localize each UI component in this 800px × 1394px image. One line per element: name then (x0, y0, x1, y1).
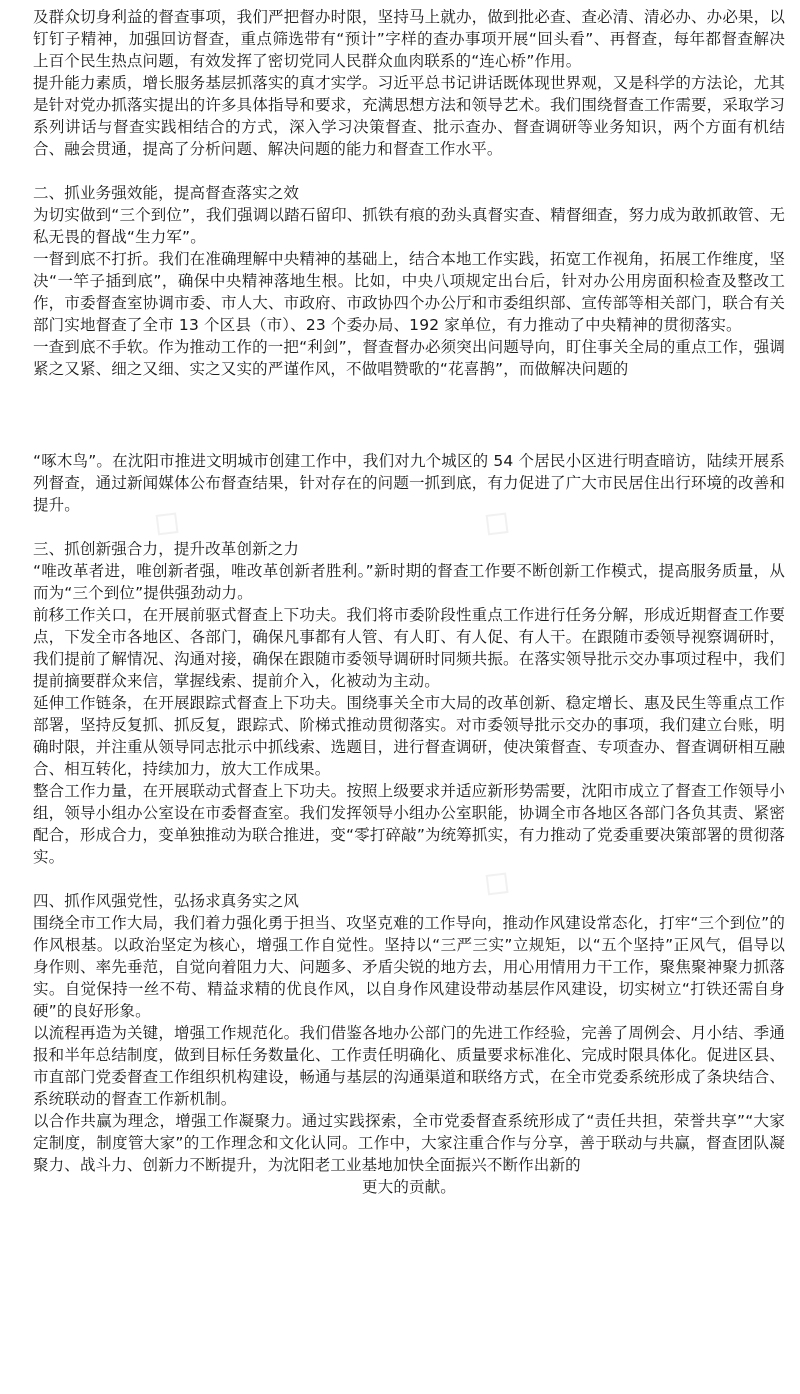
text-block-main (33, 450, 785, 1198)
watermark-icon: ◇ (468, 856, 521, 908)
paragraph: 一督到底不打折。我们在准确理解中央精神的基础上，结合本地工作实践，拓宽工作视角，拓展工作维度，坚决“一竿子插到底”，确保中央精神落地生根。比如，中央八项规定出台后，针对办公用房面积检查及整改工作，市委督查室协调市委、市人大、市政府、市政协四个办公厅和市委组织部、宣传部等相关部门，联合有关部门实地督查了全市 13 个区县（市）、23 个委办局、192 家单位，有力推动了中央精神的贯彻落实。 (33, 250, 785, 334)
paragraph: 围绕全市工作大局，我们着力强化勇于担当、攻坚克难的工作导向，推动作风建设常态化，打牢“三个到位”的作风根基。以政治坚定为核心，增强工作自觉性。坚持以“三严三实”立规矩，以“五个坚持”正风气，倡导以身作则、率先垂范，自觉向着阻力大、问题多、矛盾尖锐的地方去，用心用情用力干工作，聚焦聚神聚力抓落实。自觉保持一丝不苟、精益求精的优良作风，以自身作风建设带动基层作风建设，切实树立“打铁还需自身硬”的良好形象。 (33, 914, 785, 1020)
paragraph: 为切实做到“三个到位”，我们强调以踏石留印、抓铁有痕的劲头真督实查、精督细查，努力成为敢抓敢管、无私无畏的督战“生力军”。 (33, 206, 785, 246)
paragraph: 提升能力素质，增长服务基层抓落实的真才实学。习近平总书记讲话既体现世界观，又是科学的方法论，尤其是针对党办抓落实提出的许多具体指导和要求，充满思想方法和领导艺术。我们围绕督查工作需要，采取学习系列讲话与督查实践相结合的方式，深入学习决策督查、批示查办、督查调研等业务知识，两个方面有机结合、融会贯通，提高了分析问题、解决问题的能力和督查工作水平。 (33, 74, 785, 158)
paragraph: “啄木鸟”。在沈阳市推进文明城市创建工作中，我们对九个城区的 54 个居民小区进行明查暗访，陆续开展系列督查，通过新闻媒体公布督查结果，针对存在的问题一抓到底，有力促进了广大市民居住出行环境的改善和提升。 (33, 452, 785, 514)
paragraph: “唯改革者进，唯创新者强，唯改革创新者胜利。”新时期的督查工作要不断创新工作模式，提高服务质量，从而为“三个到位”提供强劲动力。 (33, 562, 785, 602)
paragraph: 整合工作力量，在开展联动式督查上下功夫。按照上级要求并适应新形势需要，沈阳市成立了督查工作领导小组，领导小组办公室设在市委督查室。我们发挥领导小组办公室职能，协调全市各地区各部门各负其责、紧密配合，形成合力，变单独推动为联合推进，变“零打碎敲”为统筹抓实，有力推动了党委重要决策部署的贯彻落实。 (33, 782, 785, 866)
watermark-icon: ◇ (468, 496, 521, 548)
paragraph: 以流程再造为关键，增强工作规范化。我们借鉴各地办公部门的先进工作经验，完善了周例会、月小结、季通报和半年总结制度，做到目标任务数量化、工作责任明确化、质量要求标准化、完成时限具体化。促进区县、市直部门党委督查工作组织机构建设，畅通与基层的沟通渠道和联络方式，在全市党委系统形成了条块结合、系统联动的督查工作新机制。 (33, 1024, 785, 1108)
section-heading: 二、抓业务强效能，提高督查落实之效 (33, 184, 300, 202)
watermark-icon: ◇ (138, 496, 191, 548)
section-heading: 四、抓作风强党性，弘扬求真务实之风 (33, 892, 300, 910)
paragraph: 以合作共赢为理念，增强工作凝聚力。通过实践探索，全市党委督查系统形成了“责任共担，荣誉共享”“大家定制度，制度管大家”的工作理念和文化认同。工作中，大家注重合作与分享，善于联动与共赢，督查团队凝聚力、战斗力、创新力不断提升，为沈阳老工业基地加快全面振兴不断作出新的 (33, 1112, 785, 1174)
paragraph: 及群众切身利益的督查事项，我们严把督办时限，坚持马上就办，做到批必查、查必清、清必办、办必果，以钉钉子精神，加强回访督查，重点筛选带有“预计”字样的查办事项开展“回头看”、再督查，每年都督查解决上百个民生热点问题，有效发挥了密切党同人民群众血肉联系的“连心桥”作用。 (33, 8, 785, 70)
paragraph: 前移工作关口，在开展前驱式督查上下功夫。我们将市委阶段性重点工作进行任务分解，形成近期督查工作要点，下发全市各地区、各部门，确保凡事都有人管、有人盯、有人促、有人干。在跟随市委领导视察调研时，我们提前了解情况、沟通对接，确保在跟随市委领导调研时同频共振。在落实领导批示交办事项过程中，我们提前摘要群众来信，掌握线索、提前介入，化被动为主动。 (33, 606, 785, 690)
text-block-top (33, 6, 785, 380)
section-heading: 三、抓创新强合力，提升改革创新之力 (33, 540, 300, 558)
closing-line: 更大的贡献。 (362, 1178, 456, 1196)
paragraph: 一查到底不手软。作为推动工作的一把“利剑”，督查督办必须突出问题导向，盯住事关全局的重点工作，强调紧之又紧、细之又细、实之又实的严谨作风，不做唱赞歌的“花喜鹊”，而做解决问题的 (33, 338, 785, 378)
paragraph: 延伸工作链条，在开展跟踪式督查上下功夫。围绕事关全市大局的改革创新、稳定增长、惠及民生等重点工作部署，坚持反复抓、抓反复，跟踪式、阶梯式推动贯彻落实。对市委领导批示交办的事项，我们建立台账，明确时限，并注重从领导同志批示中抓线索、选题目，进行督查调研，使决策督查、专项查办、督查调研相互融合、相互转化，持续加力，放大工作成果。 (33, 694, 785, 778)
